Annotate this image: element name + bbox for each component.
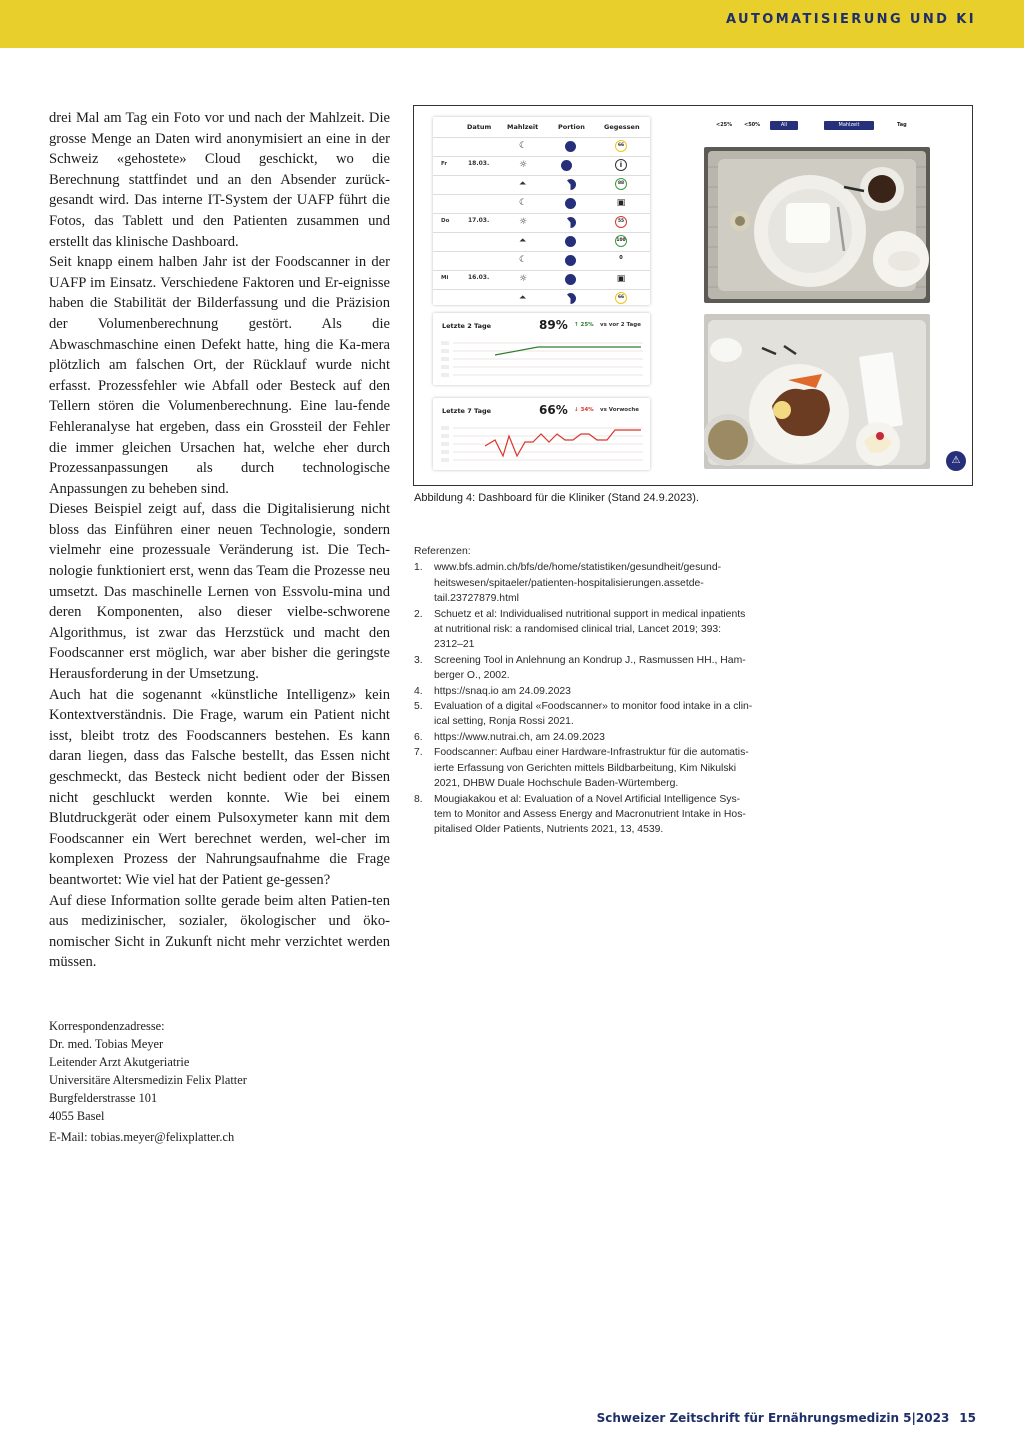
row-divider	[433, 194, 650, 195]
row-divider	[433, 232, 650, 233]
reference-text[interactable]: www.bfs.admin.ch/bfs/de/home/statistiken/gesundheit/gesund- heitswesen/spitaeler/patienten-hospitalisierungen.assetde- tail.23727879.html	[434, 562, 722, 605]
portion-half-icon	[565, 293, 576, 304]
reference-text: Evaluation of a digital «Foodscanner» to monitor food intake in a clin- ical setting, Ronja Rossi 2021.	[434, 701, 753, 728]
moon-icon: ☾	[519, 198, 528, 208]
row-divider	[433, 270, 650, 271]
portion-large-icon	[561, 160, 572, 171]
eaten-indicator: 0	[619, 255, 623, 261]
tray-photo-1-image	[704, 147, 930, 303]
references	[414, 544, 764, 838]
portion-half-icon	[565, 217, 576, 228]
tray-photo-2	[704, 314, 930, 469]
portion-full-icon	[565, 236, 576, 247]
info-icon: i	[615, 159, 627, 171]
reference-number: 1.	[414, 562, 423, 574]
reference-text: Schuetz et al: Individualised nutritional support in medical inpatients at nutritional risk: a randomised clinical trial, Lancet 2019; 393: 2312–21	[434, 608, 746, 651]
reference-item	[414, 607, 764, 653]
sunrise-icon: ⏶	[519, 179, 527, 189]
eaten-indicator: 55	[615, 216, 627, 228]
card-compare: vs Vorwoche	[600, 407, 639, 413]
address-institution: Universitäre Altersmedizin Felix Platter	[49, 1073, 247, 1087]
filter-tag[interactable]: Tag	[897, 122, 907, 128]
paragraph: Seit knapp einem halben Jahr ist der Foodscanner in der UAFP im Einsatz. Verschiedene Faktoren und Er-eignisse haben die Stabilität der Bilderfassung und die Präzision der Volumenberechnung gestört. Als die Abwaschmaschine einen Defekt hatte, hing die Ka-mera plötzlich am falschen Ort, der Rücklauf wurde nicht erfasst. Prozessfehler wie Abfall oder Besteck auf den Tellern stören die Volumenberechnung. Eine lau-fende Fehleranalyse hat ergeben, dass ein Grossteil der Fehler die immer gleichen Ursachen hat, welche eher durch Prozessanpassungen als durch technologische Anpassungen zu beheben sind.	[49, 254, 390, 497]
day-label: Fr	[441, 161, 448, 167]
row-divider	[433, 213, 650, 214]
image-icon: ▣	[616, 198, 626, 208]
article-body	[49, 108, 390, 973]
header-bar	[0, 0, 1024, 48]
card-title: Letzte 7 Tage	[442, 407, 492, 415]
address-email: E-Mail: tobias.meyer@felixplatter.ch	[49, 1130, 235, 1144]
image-icon: ▣	[616, 274, 626, 284]
reference-number: 2.	[414, 608, 423, 620]
address-name: Dr. med. Tobias Meyer	[49, 1037, 164, 1051]
paragraph: Auch hat die sogenannt «künstliche Intelligenz» kein Kontextverständnis. Die Frage, warum ein Patient nicht isst, bleibt trotz des Foodscanners bestehen. Es kann daran liegen, dass das Falsche bestellt, das Essen nicht geschmeckt, das Besteck nicht bedient oder der Bissen nicht geschluckt werden konnte. Wie bei einem Blutdruckgerät oder einem Pulsoxymeter kann mit dem Foodscanner ein Wert berechnet werden, wel-cher im komplexen Prozess der Nahrungsaufnahme die Frage beantwortet: Wie viel hat der Patient ge-gessen?	[49, 686, 390, 888]
reference-number: 7.	[414, 747, 423, 759]
dashboard-figure	[413, 105, 973, 486]
reference-number: 4.	[414, 685, 423, 697]
reference-text[interactable]: https://www.nutrai.ch, am 24.09.2023	[434, 731, 605, 743]
sun-icon: ☼	[519, 160, 528, 170]
filter-lt50[interactable]: <50%	[744, 122, 761, 128]
reference-text: Foodscanner: Aufbau einer Hardware-Infrastruktur für die automatis- ierte Erfassung von Gerichten mittels Bildbarbeitung, Kim Nikulski 2021, DHBW Duale Hochschule Baden-Würtemberg.	[434, 747, 749, 790]
address-city: 4055 Basel	[49, 1109, 105, 1123]
day-label: Do	[441, 218, 450, 224]
day-label: Mi	[441, 275, 449, 281]
date-label: 16.03.	[468, 274, 490, 281]
tray-photo-1	[704, 147, 930, 303]
card-percent: 66%	[539, 403, 568, 417]
sun-icon: ☼	[519, 217, 528, 227]
card-title: Letzte 2 Tage	[442, 322, 492, 330]
moon-icon: ☾	[519, 255, 528, 265]
card-change: ↓ 34%	[574, 407, 594, 413]
date-label: 18.03.	[468, 160, 490, 167]
correspondence-address	[49, 1017, 379, 1146]
sunrise-icon: ⏶	[519, 293, 527, 303]
row-divider	[433, 251, 650, 252]
reference-text: Mougiakakou et al: Evaluation of a Novel Artificial Intelligence Sys- tem to Monitor and Assess Energy and Macronutrient Intake in Hos- pitalised Older Patients, Nutrients 2021, 13, 4539.	[434, 793, 746, 836]
card-percent: 89%	[539, 318, 568, 332]
card-change: ↑ 25%	[574, 322, 594, 328]
reference-text[interactable]: https://snaq.io am 24.09.2023	[434, 685, 571, 697]
figure-caption: Abbildung 4: Dashboard für die Kliniker (Stand 24.9.2023).	[414, 492, 699, 504]
reference-item	[414, 745, 764, 791]
filter-mahlzeit[interactable]: Mahlzeit	[824, 121, 874, 130]
portion-half-icon	[565, 179, 576, 190]
eaten-indicator: 66	[615, 292, 627, 304]
portion-full-icon	[565, 141, 576, 152]
reference-item	[414, 560, 764, 606]
filter-lt25[interactable]: <25%	[716, 122, 733, 128]
page-footer	[597, 1411, 976, 1425]
row-divider	[433, 289, 650, 290]
reference-number: 3.	[414, 654, 423, 666]
reference-item	[414, 699, 764, 730]
col-header-mahlzeit: Mahlzeit	[507, 123, 539, 131]
eaten-indicator: 66	[615, 140, 627, 152]
reference-item	[414, 653, 764, 684]
eaten-indicator: 100	[615, 235, 627, 247]
col-header-gegessen: Gegessen	[604, 123, 640, 131]
reference-item	[414, 684, 764, 699]
intake-table	[433, 117, 650, 305]
card-last-7-days	[433, 398, 650, 470]
row-divider	[433, 175, 650, 176]
moon-icon: ☾	[519, 141, 528, 151]
trend-chart-2days	[433, 335, 650, 383]
row-divider	[433, 156, 650, 157]
tray-photo-2-image	[704, 314, 930, 469]
date-label: 17.03.	[468, 217, 490, 224]
col-header-portion: Portion	[558, 123, 585, 131]
page-number: 15	[959, 1411, 976, 1425]
portion-full-icon	[565, 274, 576, 285]
card-compare: vs vor 2 Tage	[600, 322, 641, 328]
reference-number: 6.	[414, 731, 423, 743]
journal-title: Schweizer Zeitschrift für Ernährungsmedizin 5|2023	[596, 1411, 950, 1425]
trend-chart-7days	[433, 420, 650, 468]
sun-icon: ☼	[519, 274, 528, 284]
col-header-datum: Datum	[467, 123, 492, 131]
address-label: Korrespondenzadresse:	[49, 1019, 165, 1033]
reference-text: Screening Tool in Anlehnung an Kondrup J., Rasmussen HH., Ham- berger O., 2002.	[434, 654, 746, 682]
reference-number: 5.	[414, 701, 423, 713]
address-role: Leitender Arzt Akutgeriatrie	[49, 1055, 190, 1069]
section-label: AUTOMATISIERUNG UND KI	[725, 12, 976, 27]
portion-full-icon	[565, 198, 576, 209]
references-heading: Referenzen:	[414, 546, 471, 557]
alert-icon[interactable]: ⚠	[946, 451, 966, 471]
reference-item	[414, 730, 764, 745]
eaten-indicator: 88	[615, 178, 627, 190]
reference-number: 8.	[414, 793, 423, 805]
address-street: Burgfelderstrasse 101	[49, 1091, 158, 1105]
filter-all[interactable]: All	[770, 121, 798, 130]
row-divider	[433, 137, 650, 138]
reference-list	[414, 560, 764, 837]
sunrise-icon: ⏶	[519, 236, 527, 246]
paragraph: Dieses Beispiel zeigt auf, dass die Digitalisierung nicht bloss das Einführen einer neuen Technologie, sondern vielmehr eine prozessuale Veränderung ist. Die Tech-nologie funktioniert erst, wenn das Team die Prozesse neu umsetzt. Das maschinelle Lernen von Essvolu-mina und deren Komponenten, also dieser vielbe-schworene Algorithmus, ist zwar das Herzstück und macht den Foodscanner erst möglich, war aber bisher die geringste Herausforderung in der Umsetzung.	[49, 501, 390, 683]
paragraph: Auf diese Information sollte gerade beim alten Patien-ten aus medizinischer, sozialer, ökologischer und öko-nomischer Sicht in Zukunft nicht mehr verzichtet werden müssen.	[49, 892, 390, 971]
reference-item	[414, 792, 764, 838]
portion-full-icon	[565, 255, 576, 266]
card-last-2-days	[433, 313, 650, 385]
paragraph: drei Mal am Tag ein Foto vor und nach der Mahlzeit. Die grosse Menge an Daten wird anonymisiert an eine in der Schweiz «gehostete» Cloud geschickt, wo die Berechnung stattfindet und an den Absender zurück-gesandt wird. Das interne IT-System der UAFP führt die Fotos, das Tablett und den Patienten zusammen und erstellt das klinische Dashboard.	[49, 110, 390, 250]
